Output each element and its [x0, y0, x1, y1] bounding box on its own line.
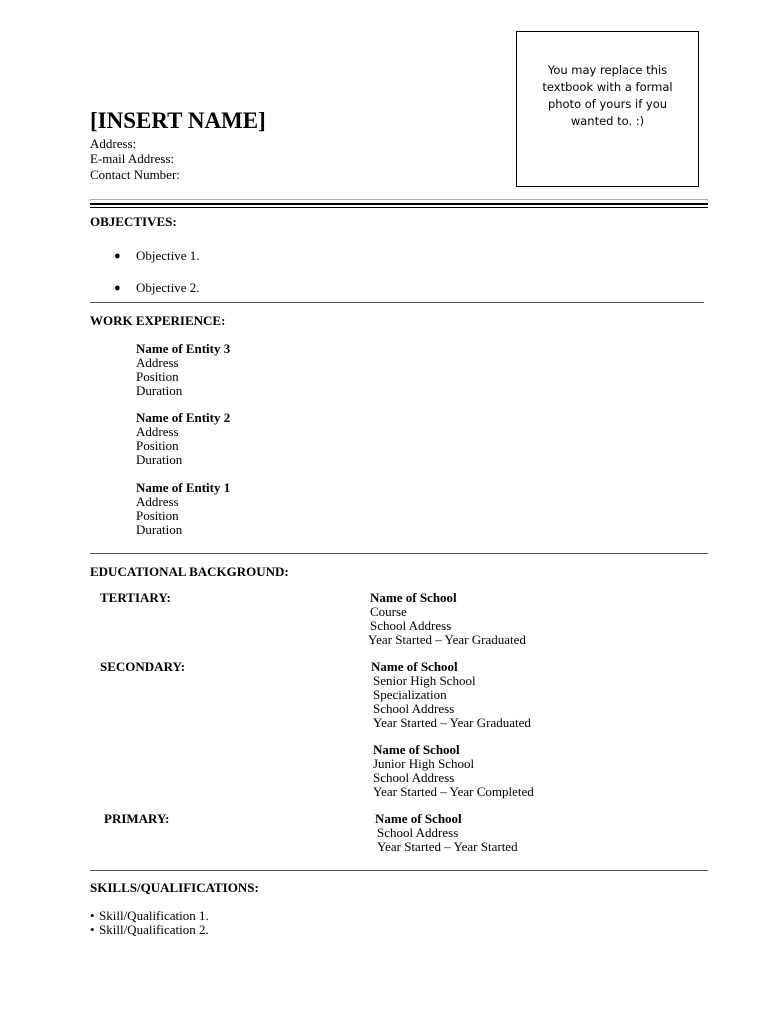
entity-duration: Duration	[136, 383, 183, 398]
school-name: Name of School	[370, 590, 457, 605]
skills-heading: SKILLS/QUALIFICATIONS:	[90, 880, 259, 895]
entity-address: Address	[136, 355, 179, 370]
senior-high-details	[371, 660, 531, 730]
school-years: Year Started – Year Graduated	[373, 715, 531, 730]
school-address: School Address	[377, 825, 459, 840]
skill-item: Skill/Qualification 1.	[99, 908, 209, 923]
entity-name: Name of Entity 2	[136, 410, 231, 425]
entity-address: Address	[136, 424, 179, 439]
school-years: Year Started – Year Graduated	[368, 632, 526, 647]
work-entry	[136, 481, 230, 537]
header-divider-top	[90, 199, 708, 200]
skill-item: Skill/Qualification 2.	[99, 922, 209, 937]
school-years: Year Started – Year Started	[377, 839, 518, 854]
objective-item: Objective 1.	[136, 248, 200, 263]
junior-high-details	[373, 743, 534, 799]
email-label: E-mail Address:	[90, 151, 175, 166]
entity-name: Name of Entity 3	[136, 341, 231, 356]
bullet-icon: •	[90, 922, 95, 937]
school-name: Name of School	[375, 811, 462, 826]
resume-name: [INSERT NAME]	[90, 108, 266, 133]
school-course: Course	[370, 604, 407, 619]
school-specialization: Specialization	[373, 687, 447, 702]
section-divider	[90, 870, 708, 871]
school-level: Senior High School	[373, 673, 476, 688]
photo-placeholder-box	[516, 31, 699, 187]
entity-address: Address	[136, 494, 179, 509]
school-address: School Address	[373, 701, 455, 716]
school-address: School Address	[373, 770, 455, 785]
school-address: School Address	[370, 618, 452, 633]
bullet-icon: ●	[114, 282, 121, 294]
section-divider	[90, 553, 708, 554]
entity-position: Position	[136, 438, 179, 453]
school-name: Name of School	[371, 659, 458, 674]
entity-duration: Duration	[136, 452, 183, 467]
school-level: Junior High School	[373, 756, 475, 771]
objective-item: Objective 2.	[136, 280, 200, 295]
tertiary-label: TERTIARY:	[100, 590, 171, 605]
photo-placeholder-text: You may replace this textbook with a formal photo of yours if you wanted to. :)	[542, 63, 673, 128]
education-heading: EDUCATIONAL BACKGROUND:	[90, 564, 289, 579]
objectives-heading: OBJECTIVES:	[90, 214, 177, 229]
entity-position: Position	[136, 508, 179, 523]
contact-label: Contact Number:	[90, 167, 180, 182]
school-years: Year Started – Year Completed	[373, 784, 534, 799]
entity-duration: Duration	[136, 522, 183, 537]
address-label: Address:	[90, 136, 137, 151]
section-divider	[90, 302, 704, 303]
header-divider-middle	[90, 203, 708, 205]
primary-label: PRIMARY:	[104, 811, 170, 826]
secondary-label: SECONDARY:	[100, 659, 186, 674]
work-entry	[136, 342, 230, 398]
work-experience-heading: WORK EXPERIENCE:	[90, 313, 226, 328]
work-entry	[136, 411, 230, 467]
entity-position: Position	[136, 369, 179, 384]
school-name: Name of School	[373, 742, 460, 757]
entity-name: Name of Entity 1	[136, 480, 231, 495]
primary-details	[375, 812, 518, 854]
header-divider-bottom	[90, 207, 708, 208]
bullet-icon: ●	[114, 250, 121, 262]
tertiary-details	[370, 591, 526, 647]
bullet-icon: •	[90, 908, 95, 923]
